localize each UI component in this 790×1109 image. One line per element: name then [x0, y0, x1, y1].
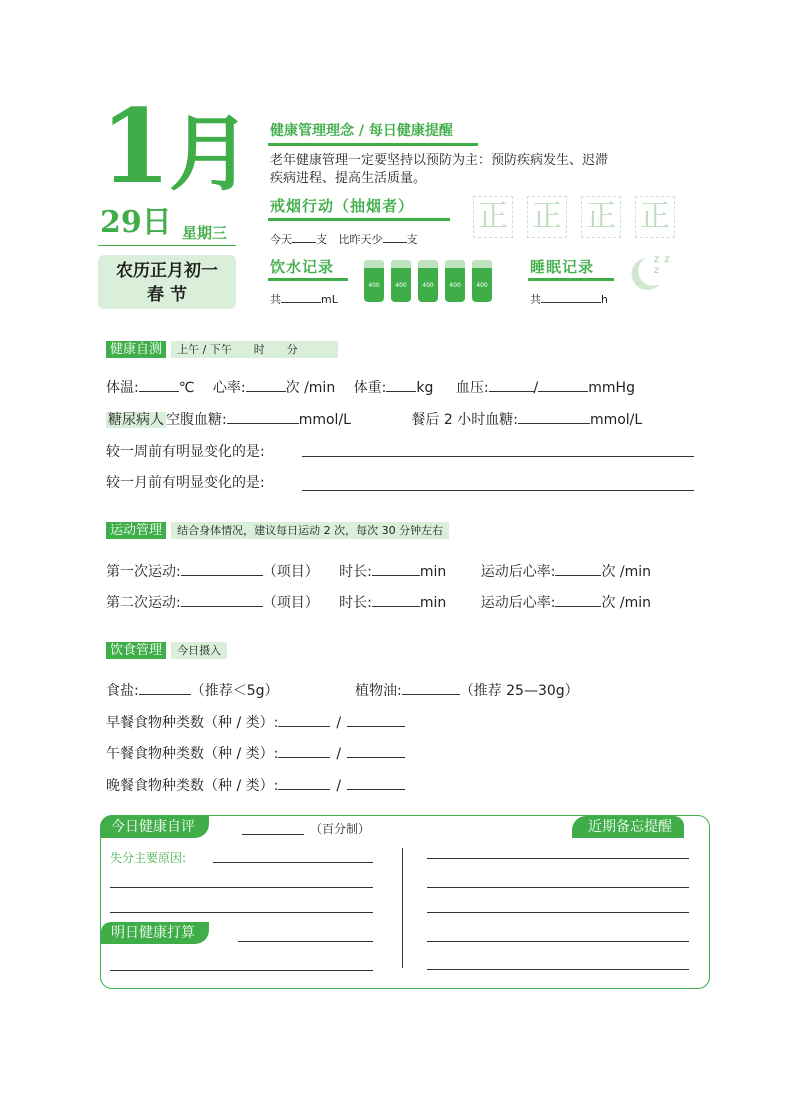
duration-unit: min — [419, 564, 447, 580]
oil-label: 植物油: — [354, 683, 402, 699]
post-meal-field[interactable] — [518, 409, 590, 424]
salt-rec: （推荐＜5g） — [190, 683, 279, 699]
unit-label: mL — [321, 293, 338, 306]
sleep-underline — [528, 278, 614, 281]
salt-field[interactable] — [139, 680, 191, 695]
first-exercise-label: 第一次运动: — [106, 564, 181, 580]
breakfast-label: 早餐食物种类数（种 / 类）: — [106, 715, 279, 731]
month-display — [100, 87, 251, 207]
month-unit: 月 — [168, 106, 251, 202]
post-hr-label: 运动后心率: — [480, 595, 556, 611]
exercise-note: 结合身体情况，建议每日运动 2 次，每次 30 分钟左右 — [171, 522, 449, 539]
day-number: 29日 — [100, 205, 172, 240]
post-meal-unit: mmol/L — [589, 412, 643, 428]
oil-rec: （推荐 25—30g） — [459, 683, 579, 699]
score-field[interactable] — [242, 834, 304, 835]
bp-dia-field[interactable] — [538, 377, 588, 392]
item-label: （项目） — [262, 564, 319, 580]
dinner-label: 晚餐食物种类数（种 / 类）: — [106, 778, 279, 794]
post-hr-unit: 次 /min — [601, 564, 652, 580]
time-label[interactable]: 上午 / 下午 时 分 — [171, 341, 338, 358]
post-meal-label: 餐后 2 小时血糖: — [411, 412, 518, 428]
smoking-record — [270, 228, 418, 247]
less-count-field[interactable] — [383, 228, 407, 243]
item-label: （项目） — [262, 595, 319, 611]
festival-name: 春 节 — [147, 285, 187, 305]
post-hr-field[interactable] — [555, 561, 601, 576]
total-label: 共 — [530, 293, 541, 306]
vitals-row — [106, 377, 635, 398]
water-underline — [268, 278, 348, 281]
memo-title: 近期备忘提醒 — [572, 816, 684, 838]
diet-header — [106, 639, 227, 659]
temp-label: 体温: — [106, 380, 139, 396]
post-hr-field[interactable] — [555, 592, 601, 607]
first-exercise-field[interactable] — [181, 561, 263, 576]
weekday: 星期三 — [182, 224, 228, 242]
dinner-row — [106, 775, 405, 796]
hr-label: 心率: — [212, 380, 246, 396]
duration-label: 时长: — [339, 595, 372, 611]
duration-field[interactable] — [372, 561, 420, 576]
hr-field[interactable] — [246, 377, 286, 392]
memo-line-5[interactable] — [427, 969, 689, 970]
bp-label: 血压: — [455, 380, 489, 396]
water-cup-2[interactable] — [391, 260, 411, 302]
unit-label: 支 — [316, 233, 327, 246]
oil-field[interactable] — [402, 680, 460, 695]
month-change-label: 较一月前有明显变化的是: — [106, 475, 265, 491]
breakfast-field-a[interactable] — [278, 712, 330, 727]
memo-line-3[interactable] — [427, 912, 689, 913]
water-total — [270, 288, 338, 307]
water-title: 饮水记录 — [270, 258, 335, 276]
reason-field-2[interactable] — [110, 887, 373, 888]
zzz-text: z z z — [654, 254, 671, 276]
philosophy-title: 健康管理理念 / 每日健康提醒 — [270, 123, 453, 139]
tomorrow-field-1[interactable] — [238, 941, 373, 942]
philosophy-underline — [268, 143, 478, 146]
today-label: 今天 — [270, 233, 292, 246]
duration-unit: min — [419, 595, 447, 611]
tally-box-4[interactable]: 正 — [635, 196, 675, 238]
water-cup-4[interactable] — [445, 260, 465, 302]
salt-oil-row — [106, 680, 579, 701]
fasting-unit: mmol/L — [298, 412, 351, 428]
reason-field-1[interactable] — [213, 862, 373, 863]
temp-field[interactable] — [139, 377, 179, 392]
lunch-field-a[interactable] — [278, 743, 330, 758]
weight-unit: kg — [416, 380, 434, 396]
bp-sys-field[interactable] — [489, 377, 534, 392]
post-hr-unit: 次 /min — [601, 595, 652, 611]
duration-field[interactable] — [372, 592, 420, 607]
duration-label: 时长: — [339, 564, 372, 580]
tally-box-2[interactable]: 正 — [527, 196, 567, 238]
selftest-tag: 健康自测 — [106, 341, 166, 358]
second-exercise-field[interactable] — [181, 592, 263, 607]
sleep-title: 睡眠记录 — [530, 258, 595, 276]
tally-box-3[interactable]: 正 — [581, 196, 621, 238]
bp-sep: / — [533, 380, 539, 396]
breakfast-field-b[interactable] — [347, 712, 405, 727]
diet-note: 今日摄入 — [171, 642, 227, 659]
total-label: 共 — [270, 293, 281, 306]
lunch-row — [106, 743, 405, 764]
philosophy-text-1: 老年健康管理一定要坚持以预防为主：预防疾病发生、迟滞 — [270, 153, 609, 168]
fasting-label: 空腹血糖: — [166, 412, 227, 428]
today-review-title: 今日健康自评 — [101, 816, 209, 838]
sep: / — [336, 746, 342, 762]
date-divider — [98, 245, 236, 246]
memo-line-2[interactable] — [427, 887, 689, 888]
weight-label: 体重: — [353, 380, 387, 396]
unit-label-2: 支 — [406, 233, 418, 246]
cup-label: 400 — [449, 282, 461, 289]
cup-label: 400 — [476, 282, 488, 289]
memo-line-4[interactable] — [427, 941, 689, 942]
salt-label: 食盐: — [106, 683, 139, 699]
exercise-row-1 — [106, 561, 651, 582]
lunar-date: 农历正月初一 — [116, 261, 218, 281]
philosophy-text-2: 疾病进程、提高生活质量。 — [270, 171, 427, 186]
score-note: （百分制） — [310, 822, 371, 836]
memo-line-1[interactable] — [427, 858, 689, 859]
exercise-header — [106, 519, 449, 539]
sleep-total — [530, 288, 608, 307]
tomorrow-title: 明日健康打算 — [101, 922, 209, 944]
smoking-underline — [268, 218, 450, 221]
fasting-field[interactable] — [227, 409, 299, 424]
temp-unit: ℃ — [178, 380, 195, 396]
compare-label: 比昨天少 — [338, 233, 383, 246]
week-change-field[interactable] — [302, 456, 694, 457]
diet-tag: 饮食管理 — [106, 642, 166, 659]
tally-box-1[interactable]: 正 — [473, 196, 513, 238]
smoking-title: 戒烟行动（抽烟者） — [270, 197, 415, 215]
breakfast-row — [106, 712, 405, 733]
month-number: 1 — [100, 87, 167, 207]
hr-unit: 次 /min — [285, 380, 336, 396]
month-change-field[interactable] — [302, 490, 694, 491]
bp-unit: mmHg — [588, 380, 635, 396]
weight-field[interactable] — [386, 377, 416, 392]
selftest-header — [106, 338, 338, 358]
cup-label: 400 — [422, 282, 434, 289]
post-hr-label: 运动后心率: — [480, 564, 556, 580]
dinner-field-a[interactable] — [278, 775, 330, 790]
reason-label: 失分主要原因: — [110, 851, 187, 865]
sep: / — [336, 778, 342, 794]
diabetes-tag: 糖尿病人 — [108, 412, 164, 428]
lunch-label: 午餐食物种类数（种 / 类）: — [106, 746, 279, 762]
water-cup-5[interactable] — [472, 260, 492, 302]
week-change-label: 较一周前有明显变化的是: — [106, 444, 265, 460]
water-cup-1[interactable] — [364, 260, 384, 302]
cup-label: 400 — [395, 282, 407, 289]
water-total-field[interactable] — [281, 288, 321, 303]
sep: / — [336, 715, 342, 731]
second-exercise-label: 第二次运动: — [106, 595, 181, 611]
glucose-row — [106, 409, 642, 430]
lunar-date-box — [98, 255, 236, 309]
exercise-row-2 — [106, 592, 651, 613]
lunch-field-b[interactable] — [347, 743, 405, 758]
exercise-tag: 运动管理 — [106, 522, 166, 539]
review-box — [100, 815, 710, 989]
moon-icon — [626, 254, 676, 294]
reason-field-3[interactable] — [110, 912, 373, 913]
dinner-field-b[interactable] — [347, 775, 405, 790]
unit-label: h — [601, 293, 608, 306]
cup-label: 400 — [368, 282, 380, 289]
today-count-field[interactable] — [292, 228, 316, 243]
tomorrow-field-2[interactable] — [110, 970, 373, 971]
sleep-total-field[interactable] — [541, 288, 601, 303]
review-divider — [402, 848, 403, 968]
water-cup-3[interactable] — [418, 260, 438, 302]
